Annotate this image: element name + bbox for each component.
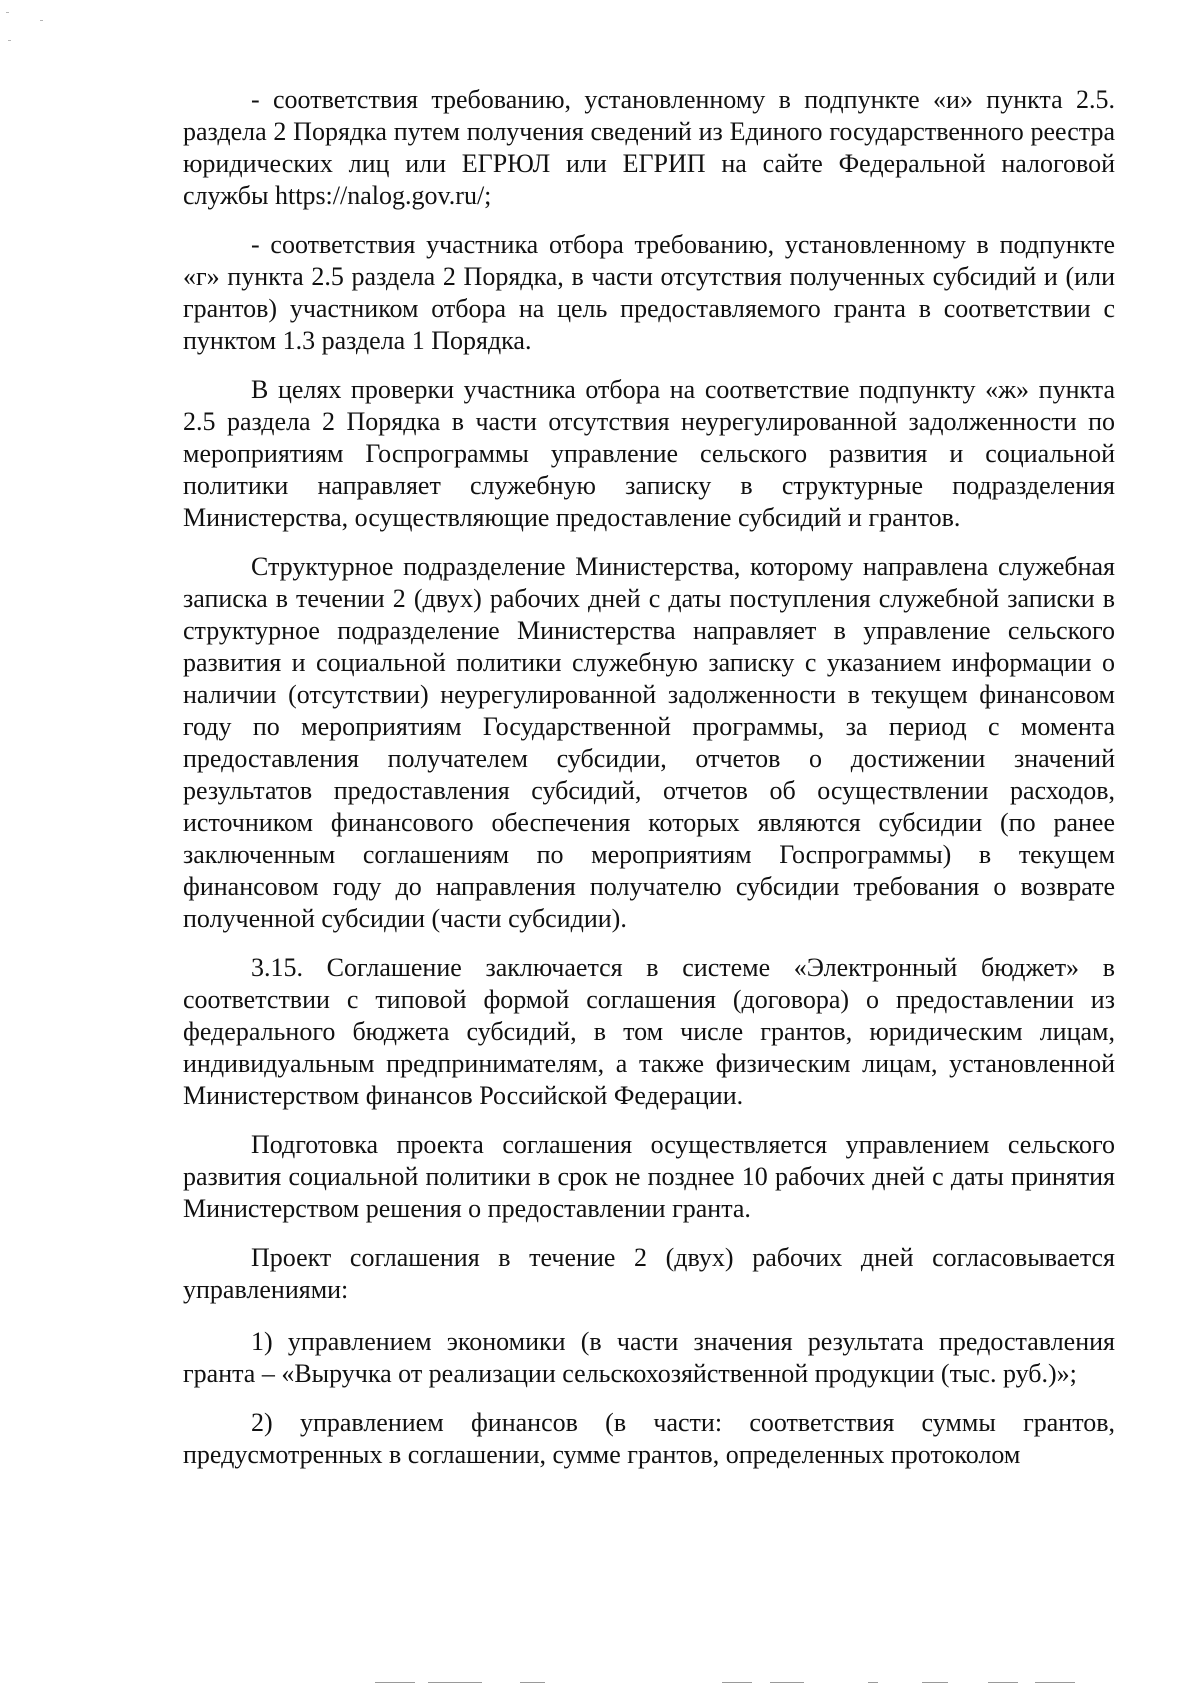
scan-artifact <box>770 1682 804 1683</box>
scan-artifact <box>6 12 9 13</box>
paragraph-agreement-preparation: Подготовка проекта соглашения осуществляется управлением сельского развития социальной политики в срок не позднее 10 рабочих дней с даты принятия Министерством решения о предоставлении гранта. <box>183 1130 1115 1223</box>
scan-artifact <box>988 1682 1018 1683</box>
scan-artifact <box>375 1682 415 1683</box>
scan-artifact <box>428 1682 482 1683</box>
paragraph-structural-unit: Структурное подразделение Министерства, которому направлена служебная записка в течении 2 (двух) рабочих дней с даты поступления служебной записки в структурное подразделение Министерства направляет в управление сельского развития и социальной политики служебную записку с указанием информации о наличии (отсутствии) неурегулированной задолженности в текущем финансовом году по мероприятиям Государственной программы, за период с момента предоставления получателем субсидии, отчетов о достижении значений результатов предоставления субсидий, отчетов об осуществлении расходов, источником финансового обеспечения которых являются субсидии (по ранее заключенным соглашениям по мероприятиям Госпрограммы) в текущем финансовом году до направления получателю субсидии требования о возврате полученной субсидии (части субсидии). <box>183 552 1115 933</box>
document-body <box>183 84 1115 1488</box>
scan-artifact <box>722 1682 752 1683</box>
paragraph-economics-department: 1) управлением экономики (в части значения результата предоставления гранта – «Выручка от реализации сельскохозяйственной продукции (тыс. руб.)»; <box>183 1327 1115 1388</box>
paragraph-agreement-3-15: 3.15. Соглашение заключается в системе «Электронный бюджет» в соответствии с типовой формой соглашения (договора) о предоставлении из федерального бюджета субсидий, в том числе грантов, юридическим лицам, индивидуальным предпринимателям, а также физическим лицам, установленной Министерством финансов Российской Федерации. <box>183 953 1115 1110</box>
paragraph-agreement-approval: Проект соглашения в течение 2 (двух) рабочих дней согласовывается управлениями: <box>183 1243 1115 1304</box>
paragraph-finance-department: 2) управлением финансов (в части: соответствия суммы грантов, предусмотренных в соглашении, сумме грантов, определенных протоколом <box>183 1408 1115 1469</box>
scan-artifact <box>40 20 43 21</box>
scan-artifact <box>868 1682 878 1683</box>
scan-artifact <box>922 1682 948 1683</box>
paragraph-egrul-check: - соответствия требованию, установленному в подпункте «и» пункта 2.5. раздела 2 Порядка путем получения сведений из Единого государственного реестра юридических лиц или ЕГРЮЛ или ЕГРИП на сайте Федеральной налоговой службы https://nalog.gov.ru/; <box>183 85 1115 210</box>
paragraph-debt-check: В целях проверки участника отбора на соответствие подпункту «ж» пункта 2.5 раздела 2 Порядка в части отсутствия неурегулированной задолженности по мероприятиям Госпрограммы управление сельского развития и социальной политики направляет служебную записку в структурные подразделения Министерства, осуществляющие предоставление субсидий и грантов. <box>183 375 1115 532</box>
scan-artifact <box>1035 1682 1075 1683</box>
scan-artifact <box>520 1682 545 1683</box>
paragraph-subsidy-check: - соответствия участника отбора требованию, установленному в подпункте «г» пункта 2.5 раздела 2 Порядка, в части отсутствия полученных субсидий и (или грантов) участником отбора на цель предоставляемого гранта в соответствии с пунктом 1.3 раздела 1 Порядка. <box>183 230 1115 355</box>
scan-artifact <box>8 40 11 41</box>
